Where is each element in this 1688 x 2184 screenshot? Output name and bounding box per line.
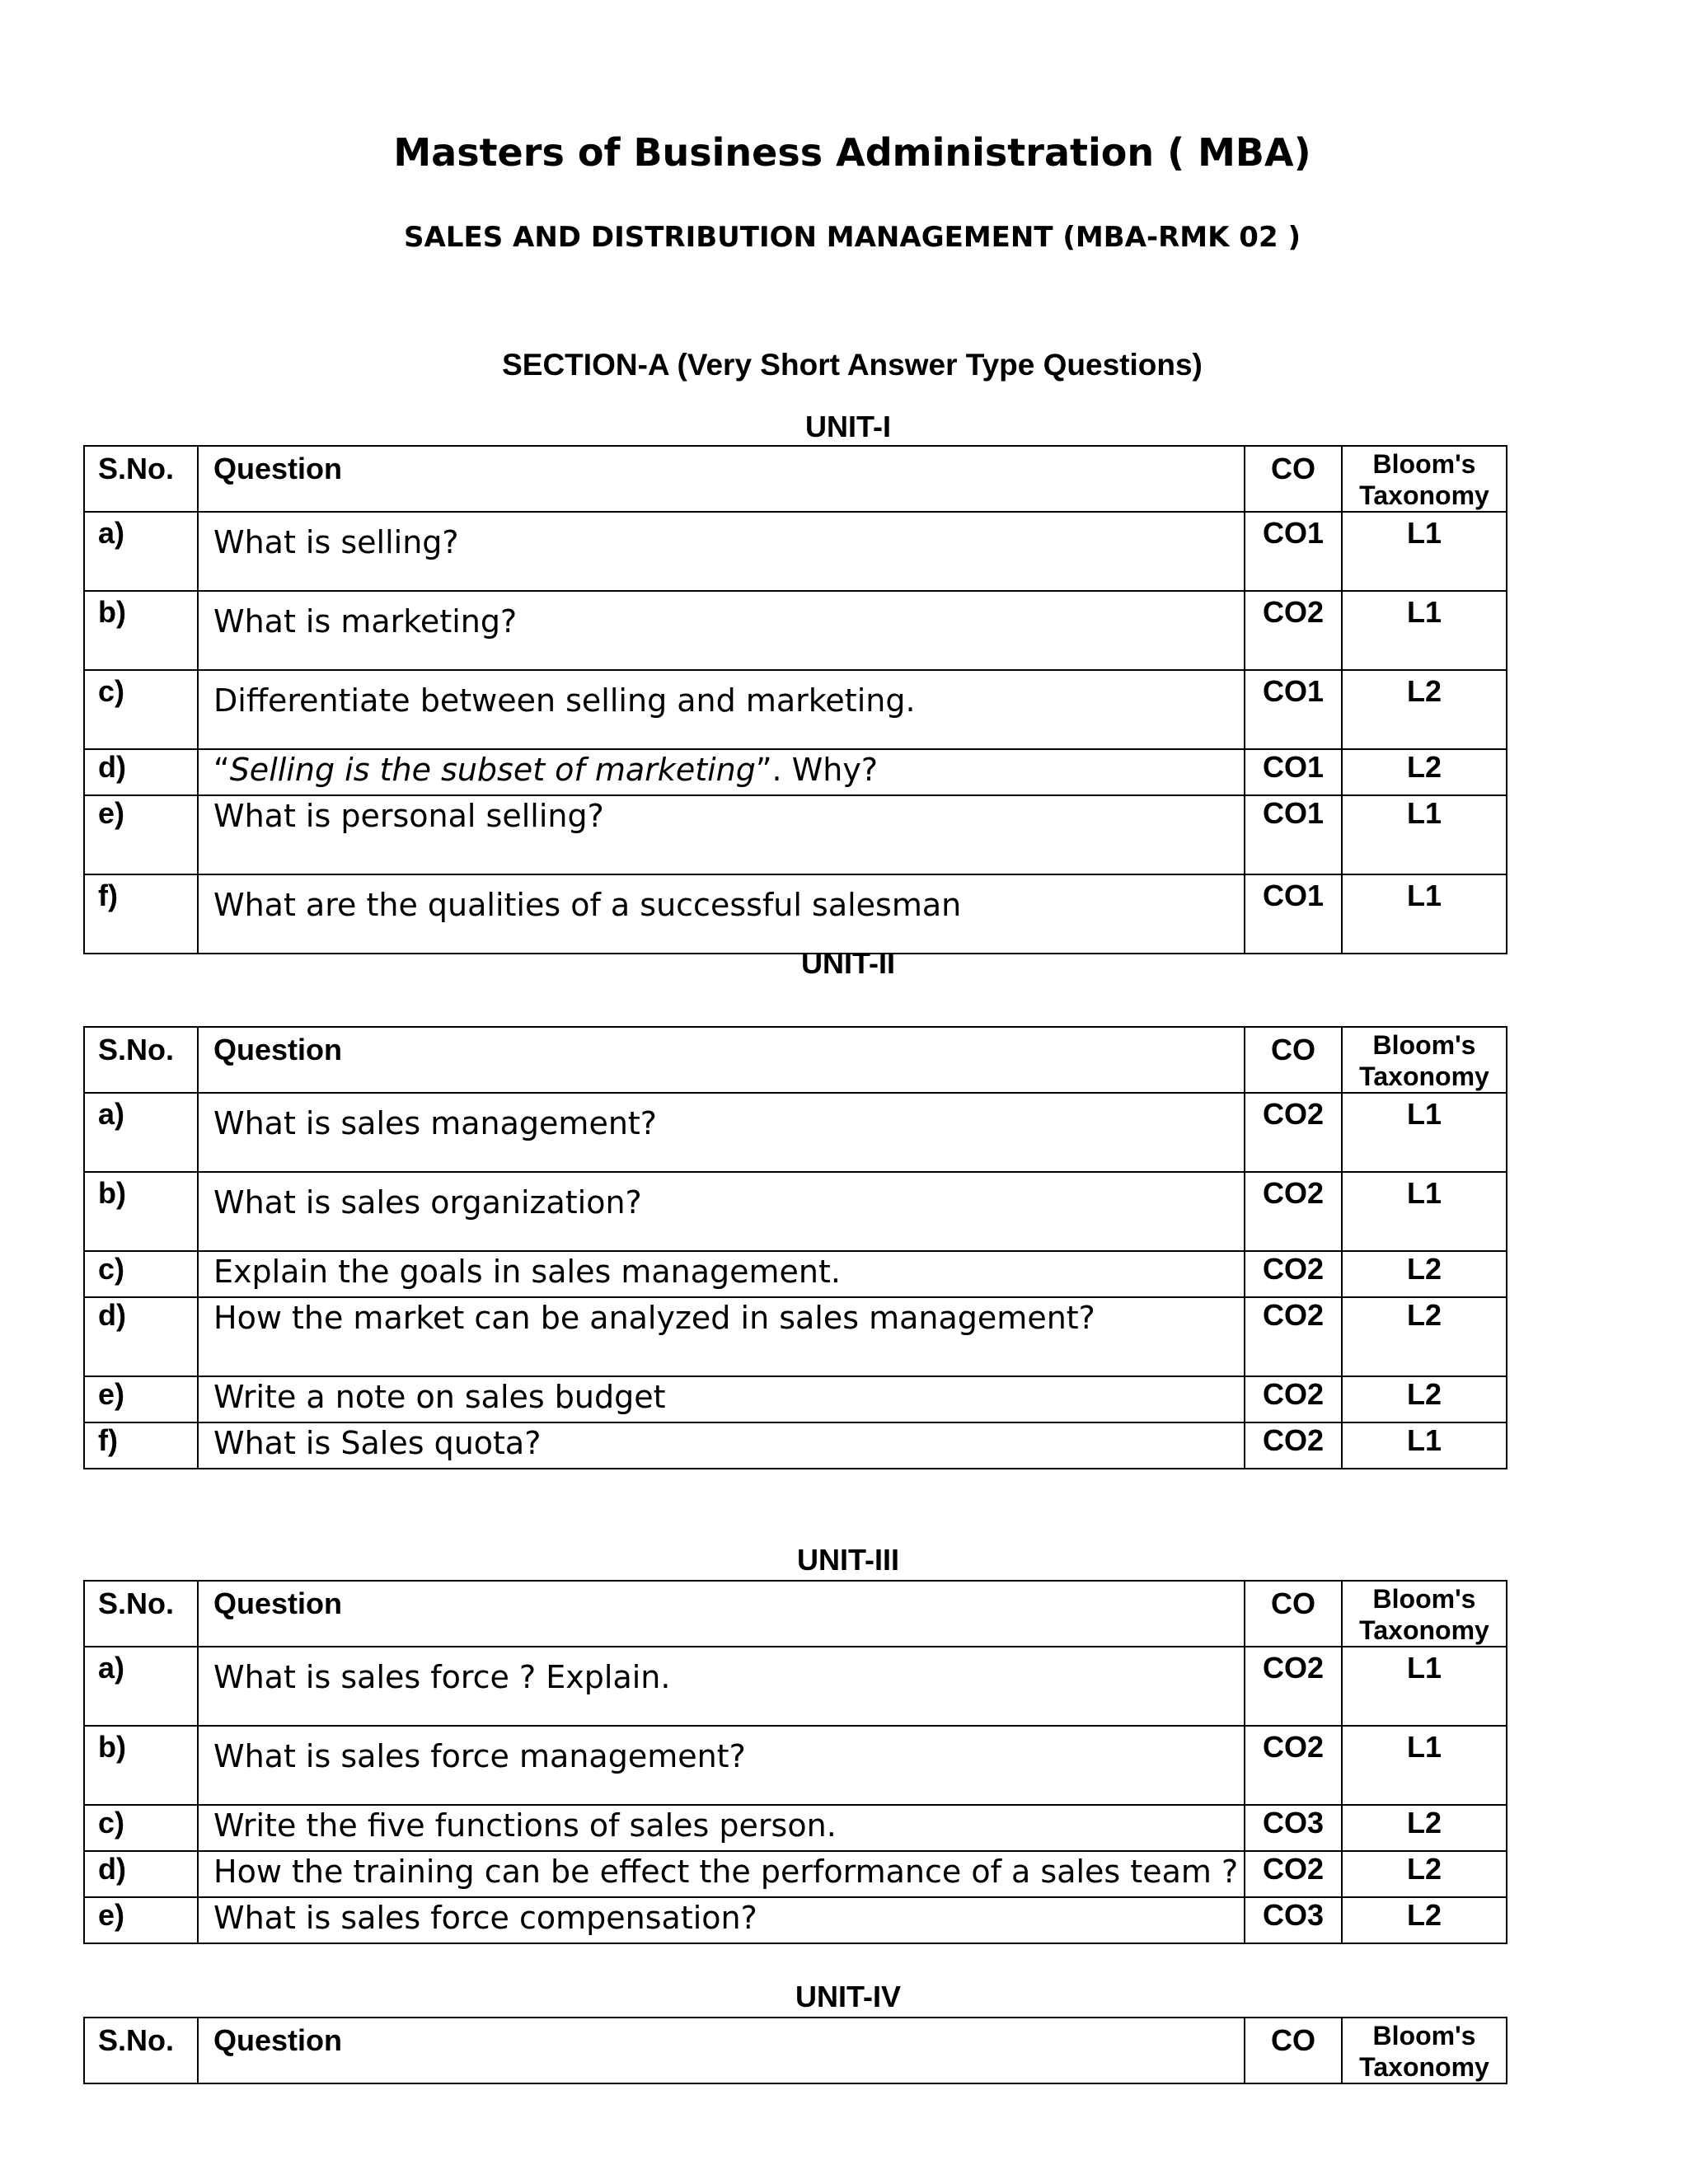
bloom-cell: L1 [1342, 795, 1507, 874]
question-text: Explain the goals in sales management. [198, 1251, 1245, 1297]
table-row [84, 1376, 1507, 1422]
sno-cell: b) [84, 1726, 198, 1805]
co-cell: CO2 [1245, 1422, 1342, 1469]
header-sno: S.No. [84, 1581, 198, 1647]
bloom-cell: L2 [1342, 1251, 1507, 1297]
co-cell: CO2 [1245, 1851, 1342, 1897]
question-text: Write a note on sales budget [198, 1376, 1245, 1422]
table-row [84, 591, 1507, 670]
sno-cell: a) [84, 1647, 198, 1726]
bloom-cell: L2 [1342, 1805, 1507, 1851]
unit-3-heading: UNIT-III [797, 1543, 899, 1577]
bloom-cell: L1 [1342, 591, 1507, 670]
bloom-cell: L2 [1342, 1376, 1507, 1422]
co-cell: CO1 [1245, 795, 1342, 874]
question-text: What is sales force ? Explain. [198, 1647, 1245, 1726]
co-cell: CO1 [1245, 512, 1342, 591]
bloom-cell: L1 [1342, 1726, 1507, 1805]
sno-cell: e) [84, 1897, 198, 1943]
question-text: What is personal selling? [198, 795, 1245, 874]
sno-cell: a) [84, 512, 198, 591]
question-text: What is selling? [198, 512, 1245, 591]
bloom-cell: L1 [1342, 1093, 1507, 1172]
header-sno: S.No. [84, 446, 198, 512]
table-row [84, 1251, 1507, 1297]
sno-cell: d) [84, 1297, 198, 1376]
table-header-row [84, 1581, 1507, 1647]
bloom-cell: L2 [1342, 749, 1507, 795]
unit-3-table [83, 1580, 1507, 1944]
bloom-cell: L2 [1342, 1851, 1507, 1897]
header-co: CO [1245, 2018, 1342, 2083]
document-title: Masters of Business Administration ( MBA) [393, 130, 1311, 175]
co-cell: CO2 [1245, 1172, 1342, 1251]
header-question: Question [198, 1027, 1245, 1093]
sno-cell: d) [84, 749, 198, 795]
co-cell: CO3 [1245, 1805, 1342, 1851]
sno-cell: e) [84, 1376, 198, 1422]
table-row [84, 874, 1507, 954]
bloom-cell: L2 [1342, 1897, 1507, 1943]
sno-cell: f) [84, 874, 198, 954]
table-row [84, 670, 1507, 749]
co-cell: CO2 [1245, 1297, 1342, 1376]
header-co: CO [1245, 1581, 1342, 1647]
question-text: What is Sales quota? [198, 1422, 1245, 1469]
bloom-cell: L1 [1342, 512, 1507, 591]
question-text: What is sales force compensation? [198, 1897, 1245, 1943]
table-row [84, 1851, 1507, 1897]
course-subtitle: SALES AND DISTRIBUTION MANAGEMENT (MBA-RMK 02 ) [404, 221, 1301, 254]
question-text: Write the five functions of sales person. [198, 1805, 1245, 1851]
header-bloom: Bloom's Taxonomy [1342, 1027, 1507, 1093]
unit-1-heading: UNIT-I [805, 410, 891, 443]
sno-cell: f) [84, 1422, 198, 1469]
unit-4-table [83, 2017, 1507, 2084]
table-row [84, 1172, 1507, 1251]
unit-2-heading: UNIT-II [801, 946, 895, 980]
unit-4-heading: UNIT-IV [795, 1980, 901, 2013]
header-question: Question [198, 2018, 1245, 2083]
table-row [84, 1297, 1507, 1376]
question-text: What is sales organization? [198, 1172, 1245, 1251]
section-heading: SECTION-A (Very Short Answer Type Questions) [502, 348, 1203, 382]
header-sno: S.No. [84, 2018, 198, 2083]
header-co: CO [1245, 1027, 1342, 1093]
bloom-cell: L2 [1342, 1297, 1507, 1376]
table-header-row [84, 1027, 1507, 1093]
table-row [84, 512, 1507, 591]
header-question: Question [198, 1581, 1245, 1647]
table-row [84, 1422, 1507, 1469]
sno-cell: b) [84, 591, 198, 670]
table-row [84, 1805, 1507, 1851]
sno-cell: c) [84, 1805, 198, 1851]
header-bloom: Bloom's Taxonomy [1342, 2018, 1507, 2083]
header-bloom: Bloom's Taxonomy [1342, 446, 1507, 512]
co-cell: CO1 [1245, 874, 1342, 954]
question-text: How the market can be analyzed in sales management? [198, 1297, 1245, 1376]
co-cell: CO2 [1245, 1093, 1342, 1172]
header-bloom: Bloom's Taxonomy [1342, 1581, 1507, 1647]
question-text: How the training can be effect the performance of a sales team ? [198, 1851, 1245, 1897]
co-cell: CO2 [1245, 1376, 1342, 1422]
bloom-cell: L2 [1342, 670, 1507, 749]
co-cell: CO2 [1245, 591, 1342, 670]
sno-cell: c) [84, 670, 198, 749]
sno-cell: d) [84, 1851, 198, 1897]
table-row [84, 1726, 1507, 1805]
co-cell: CO1 [1245, 670, 1342, 749]
co-cell: CO2 [1245, 1647, 1342, 1726]
question-text: What is sales force management? [198, 1726, 1245, 1805]
question-text: What is sales management? [198, 1093, 1245, 1172]
table-row [84, 1093, 1507, 1172]
table-header-row [84, 2018, 1507, 2083]
table-row [84, 749, 1507, 795]
bloom-cell: L1 [1342, 1422, 1507, 1469]
co-cell: CO2 [1245, 1726, 1342, 1805]
header-sno: S.No. [84, 1027, 198, 1093]
unit-2-table [83, 1026, 1507, 1469]
header-co: CO [1245, 446, 1342, 512]
sno-cell: a) [84, 1093, 198, 1172]
question-text: What are the qualities of a successful salesman [198, 874, 1245, 954]
bloom-cell: L1 [1342, 874, 1507, 954]
co-cell: CO3 [1245, 1897, 1342, 1943]
unit-1-table [83, 445, 1507, 954]
table-header-row [84, 446, 1507, 512]
bloom-cell: L1 [1342, 1172, 1507, 1251]
question-text: Differentiate between selling and marketing. [198, 670, 1245, 749]
table-row [84, 1897, 1507, 1943]
co-cell: CO2 [1245, 1251, 1342, 1297]
sno-cell: c) [84, 1251, 198, 1297]
question-text: “Selling is the subset of marketing”. Why? [198, 749, 1245, 795]
sno-cell: b) [84, 1172, 198, 1251]
table-row [84, 1647, 1507, 1726]
table-row [84, 795, 1507, 874]
co-cell: CO1 [1245, 749, 1342, 795]
sno-cell: e) [84, 795, 198, 874]
question-text: What is marketing? [198, 591, 1245, 670]
bloom-cell: L1 [1342, 1647, 1507, 1726]
header-question: Question [198, 446, 1245, 512]
